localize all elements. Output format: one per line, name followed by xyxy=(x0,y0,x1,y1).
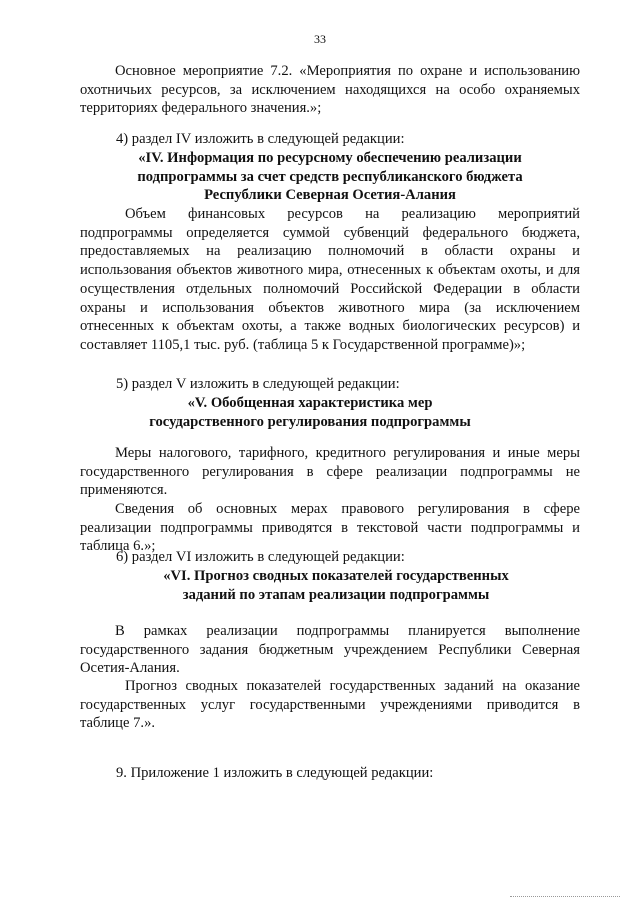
body-line: осуществления отдельных полномочий Российской Федерации в области xyxy=(80,280,580,297)
body-line: предоставляемых на реализацию полномочий в области охраны и xyxy=(80,243,580,260)
intro-line: Основное мероприятие 7.2. «Мероприятия по охране и использованию xyxy=(115,63,580,79)
body-line: Осетия-Алания. xyxy=(80,660,180,677)
body-line: таблица 6.»; xyxy=(80,538,156,555)
item4-instruction: 4) раздел IV изложить в следующей редакции: xyxy=(116,131,405,147)
item4-body xyxy=(80,205,580,355)
page-number: 33 xyxy=(314,32,326,46)
body-line: Прогноз сводных показателей государственных заданий на оказание xyxy=(125,678,580,694)
intro-line: территориях федерального значения.»; xyxy=(80,100,322,117)
footer-divider xyxy=(510,896,620,897)
item6-heading xyxy=(86,567,586,604)
heading-line: «VI. Прогноз сводных показателей государственных xyxy=(163,568,509,584)
item5-body-1 xyxy=(80,444,580,500)
item4-heading xyxy=(80,149,580,205)
item5-instruction: 5) раздел V изложить в следующей редакции: xyxy=(116,376,400,392)
body-line: государственного задания бюджетным учреждением Республики Северная xyxy=(80,641,580,658)
item5-heading xyxy=(60,394,560,431)
body-line: охраны и использования объектов животного мира (за исключением xyxy=(80,299,580,316)
body-line: использования объектов животного мира, отнесенных к объектам охоты, и для xyxy=(80,262,580,279)
body-line: В рамках реализации подпрограммы планируется выполнение xyxy=(115,623,580,639)
body-line: Сведения об основных мерах правового регулирования в сфере xyxy=(115,501,580,517)
body-line: подпрограммы определяется суммой субвенций федерального бюджета, xyxy=(80,224,580,241)
item9-instruction: 9. Приложение 1 изложить в следующей редакции: xyxy=(116,765,434,781)
item6-instruction: 6) раздел VI изложить в следующей редакции: xyxy=(116,549,405,565)
heading-line: заданий по этапам реализации подпрограммы xyxy=(182,586,490,603)
body-line: составляет 1105,1 тыс. руб. (таблица 5 к Государственной программе)»; xyxy=(80,336,526,353)
body-line: государственного регулирования в сфере реализации подпрограммы не xyxy=(80,463,580,480)
body-line: государственных услуг государственными учреждениями приводится в xyxy=(80,696,580,713)
body-line: Меры налогового, тарифного, кредитного регулирования и иные меры xyxy=(115,445,580,461)
heading-line: Республики Северная Осетия-Алания xyxy=(204,187,456,204)
heading-line: государственного регулирования подпрограммы xyxy=(149,413,471,430)
heading-line: «IV. Информация по ресурсному обеспечению реализации xyxy=(138,150,522,166)
body-line: таблице 7.». xyxy=(80,715,156,732)
intro-line: охотничьих ресурсов, за исключением находящихся на особо охраняемых xyxy=(80,81,580,98)
item6-body-1 xyxy=(80,622,580,678)
body-line: Объем финансовых ресурсов на реализацию мероприятий xyxy=(125,206,580,222)
body-line: реализации подпрограммы приводятся в текстовой части подпрограммы и xyxy=(80,519,580,536)
heading-line: «V. Обобщенная характеристика мер xyxy=(187,395,433,411)
heading-line: подпрограммы за счет средств республиканского бюджета xyxy=(137,168,523,185)
intro-paragraph xyxy=(80,62,580,118)
body-line: применяются. xyxy=(80,482,168,499)
item6-body-2 xyxy=(80,677,580,733)
body-line: отнесенных к объектам охоты, а также водных биологических ресурсов) и xyxy=(80,318,580,335)
